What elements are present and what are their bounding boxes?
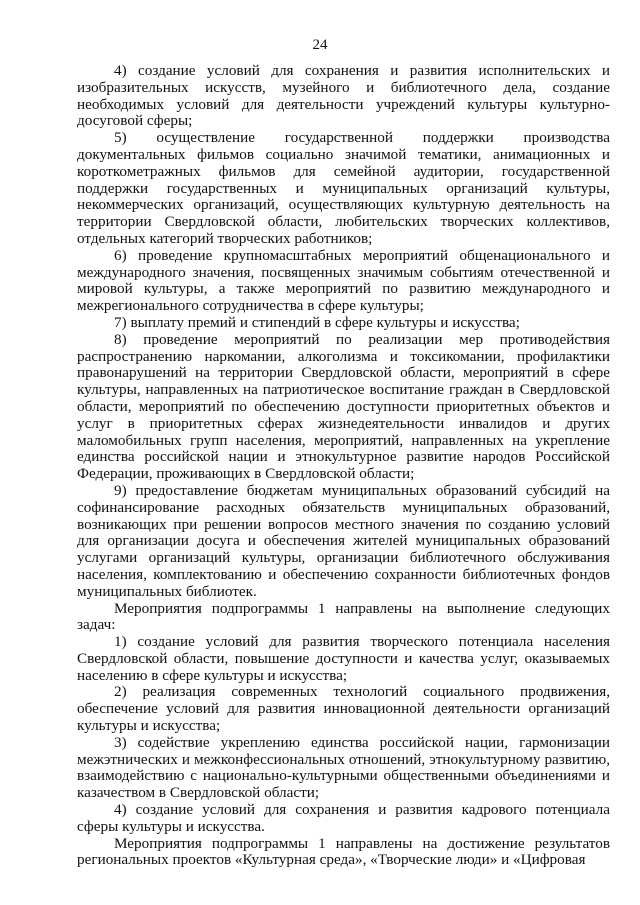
paragraph-tasks-intro: Мероприятия подпрограммы 1 направлены на выполнение следующих задач: [77,599,610,634]
document-body [77,63,610,869]
paragraph-task-7: 7) выплату премий и стипендий в сфере культуры и искусства; [114,313,520,331]
paragraph-goal-4: 4) создание условий для сохранения и развития кадрового потенциала сферы культуры и искусства. [77,801,610,835]
paragraph-task-8: 8) проведение мероприятий по реализации мер противодействия распространению наркомании, алкоголизма и токсикомании, профилактики правонарушений на территории Свердловской области, мероприятий в сфере культуры, направленных на патриотическое воспитание граждан в Свердловской области, мероприятий по обеспечению доступности приоритетных объектов и услуг в приоритетных сферах жизнедеятельности инвалидов и других маломобильных групп населения, мероприятий, направленных на укрепление единства российской нации и этнокультурное развитие народов Российской Федерации, проживающих в Свердловской области; [77,330,610,483]
paragraph-task-5: 5) осуществление государственной поддержки производства документальных фильмов социально значимой тематики, анимационных и короткометражных фильмов для семейной аудитории, государственной поддержки государственных и муниципальных организаций культуры, некоммерческих организаций, осуществляющих культурную деятельность на территории Свердловской области, любительских творческих коллективов, отдельных категорий творческих работников; [77,129,610,247]
paragraph-goal-2: 2) реализация современных технологий социального продвижения, обеспечение условий для развития инновационной деятельности организаций культуры и искусства; [77,683,610,735]
paragraph-goal-3: 3) содействие укреплению единства российской нации, гармонизации межэтнических и межконфессиональных отношений, этнокультурному развитию, взаимодействию с национально-культурными общественными объединениями и казачеством в Свердловской области; [77,733,610,802]
paragraph-task-4: 4) создание условий для сохранения и развития исполнительских и изобразительных искусств, музейного и библиотечного дела, создание необходимых условий для деятельности учреждений культуры культурно-досуговой сферы; [77,62,610,130]
paragraph-task-6: 6) проведение крупномасштабных мероприятий общенационального и международного значения, посвященных значимым событиям отечественной и мировой культуры, а также мероприятий по развитию международного и межрегионального сотрудничества в сфере культуры; [77,246,610,315]
paragraph-task-9: 9) предоставление бюджетам муниципальных образований субсидий на софинансирование расходных обязательств муниципальных образований, возникающих при решении вопросов местного значения по созданию условий для организации досуга и обеспечения жителей муниципальных образований услугами организаций культуры, организации библиотечного обслуживания населения, комплектованию и обеспечению сохранности библиотечных фондов муниципальных библиотек. [77,481,610,600]
paragraph-regional-projects: Мероприятия подпрограммы 1 направлены на достижение результатов региональных проектов «Культурная среда», «Творческие люди» и «Цифровая [77,834,610,869]
paragraph-goal-1: 1) создание условий для развития творческого потенциала населения Свердловской области, повышение доступности и качества услуг, оказываемых населению в сфере культуры и искусства; [77,633,610,684]
page-number: 24 [312,37,328,53]
